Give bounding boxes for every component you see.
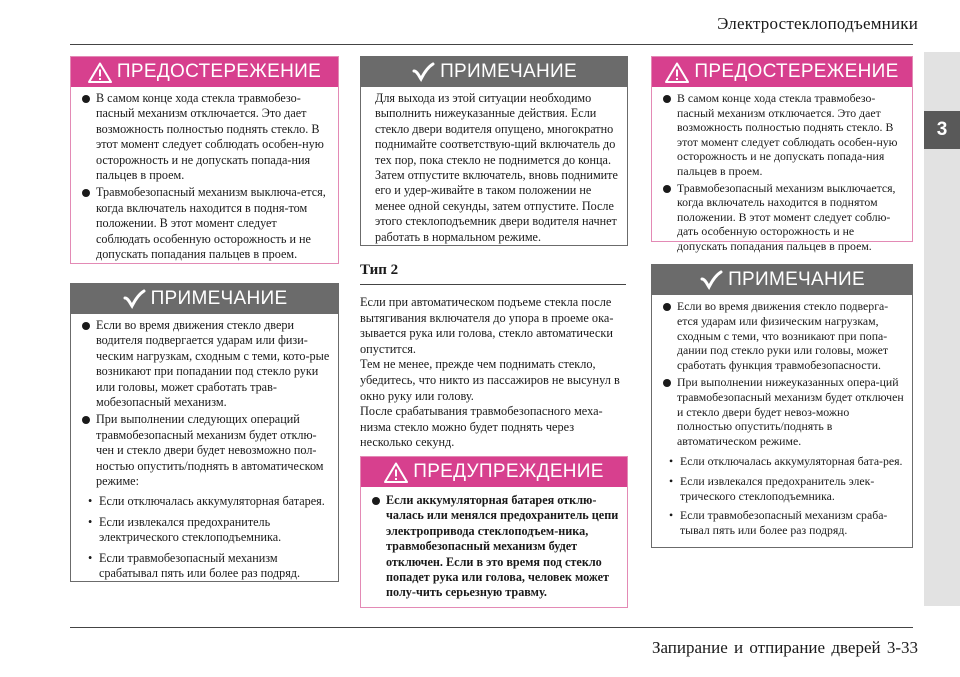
- note-text: Для выхода из этой ситуации необходимо выполнить нижеуказанные действия. Если стекло двери водителя опущено, многократно поднимайте соответствую-щий включатель до тех пор, пока стекло не поднимется до конца. Затем отпустите включатель, вновь поднимите его и удер-живайте в таком положении не менее одной секунды, затем отпустите. После этого стеклоподъемник двери водителя начнет работать в нормальном режиме.: [375, 91, 618, 244]
- note-subitem: • Если отключалась аккумуляторная батарея.: [81, 494, 330, 509]
- caution-box: [360, 456, 628, 608]
- footer-rule: [70, 627, 913, 628]
- note-subitem: • Если отключалась аккумуляторная бата-рея.: [662, 454, 904, 469]
- page-header-title: Электростеклоподъемники: [717, 14, 918, 33]
- chapter-tab[interactable]: 3: [924, 111, 960, 149]
- warning-box: [70, 56, 339, 264]
- note-item: При выполнении следующих операций травмобезопасный механизм будет отклю-чен и стекло двери будет невозможно пол-ностью опустить/поднять в автоматическом режиме:: [81, 412, 330, 489]
- warning-triangle-icon: [88, 62, 112, 83]
- note-box: [651, 264, 913, 548]
- hand-note-icon: [411, 62, 435, 83]
- warning-item: В самом конце хода стекла травмобезо-пасный механизм отключается. Это дает возможность полностью поднять стекло. В этот момент следует соблюдать особен-ную осторожность и не допускать попада-ния пальцев в проем.: [81, 91, 330, 183]
- note-item: Если во время движения стекло двери водителя подвергается ударам или физи-ческим нагрузкам, сходным с теми, кото-рые возникают при попадании под стекло руки или головы, может сработать трав-мобезопасный механизм.: [81, 318, 330, 410]
- note-header: [71, 284, 338, 314]
- note-item: При выполнении нижеуказанных опера-ций травмобезопасный механизм будет отключен и стекло двери будет невоз-можно полностью опустить/поднять в автоматическом режиме.: [662, 375, 904, 449]
- warning-triangle-icon: [665, 62, 689, 83]
- warning-triangle-icon: [384, 462, 408, 483]
- note-item: Если во время движения стекло подверга-ется ударам или физическим нагрузкам, сходным с теми, что возникают при попа-дании под стекло руки или головы, может сработать функция травмобезопасности.: [662, 299, 904, 373]
- body-paragraph: Если при автоматическом подъеме стекла после вытягивания включателя до упора в проеме ока-зывается рука или голова, стекло автоматически опустится.: [360, 295, 614, 356]
- note-subitem: • Если травмобезопасный механизм сраба-тывал пять или более раз подряд.: [662, 508, 904, 538]
- caution-item: Если аккумуляторная батарея отклю-чалась или менялся предохранитель цепи электропривода стеклоподъем-ника, травмобезопасный механизм будет отключен. Если в это время под стекло попадет рука или голова, человек может полу-чить серьезную травму.: [371, 493, 619, 601]
- note-subitem: • Если травмобезопасный механизм срабатывал пять или более раз подряд.: [81, 551, 330, 582]
- note-header: [652, 265, 912, 295]
- warning-header: [652, 57, 912, 87]
- note-header: [361, 57, 627, 87]
- warning-item: Травмобезопасный механизм выключается, когда включатель находится в поднятом положении. В этот момент следует соблю-дать особенную осторожность и не допускать попадания пальцев в проем.: [662, 181, 904, 254]
- body-paragraph: Тем не менее, прежде чем поднимать стекло, убедитесь, что никто из пассажиров не высунул в окно руку или голову.: [360, 357, 620, 403]
- heading-rule: [360, 284, 626, 285]
- note-box: [360, 56, 628, 246]
- page-footer: Запирание и отпирание дверей 3-33: [651, 638, 918, 657]
- warning-item: В самом конце хода стекла травмобезо-пасный механизм отключается. Это дает возможность полностью поднять стекло. В этот момент следует соблюдать особен-ную осторожность и не допускать попада-ния пальцев в проем.: [662, 91, 904, 179]
- section-heading: Тип 2: [360, 262, 399, 278]
- header-rule: [70, 44, 913, 45]
- note-box: [70, 283, 339, 582]
- warning-title: ПРЕДОСТЕРЕЖЕНИЕ: [116, 61, 322, 83]
- body-paragraph: После срабатывания травмобезопасного меха-низма стекло можно будет поднять через несколько секунд.: [360, 404, 603, 450]
- warning-item: Травмобезопасный механизм выключа-ется, когда включатель находится в подня-том положении. В этот момент следует соблюдать особенную осторожность и не допускать попадания пальцев в проем.: [81, 185, 330, 262]
- note-subitem: • Если извлекался предохранитель электрического стеклоподъемника.: [81, 515, 330, 546]
- hand-note-icon: [699, 270, 723, 291]
- caution-title: ПРЕДУПРЕЖДЕНИЕ: [413, 461, 604, 483]
- note-title: ПРИМЕЧАНИЕ: [440, 61, 577, 83]
- note-title: ПРИМЕЧАНИЕ: [150, 288, 288, 310]
- note-title: ПРИМЕЧАНИЕ: [728, 269, 865, 291]
- body-text: [360, 295, 628, 451]
- caution-header: [361, 457, 627, 487]
- warning-box: [651, 56, 913, 253]
- warning-header: [71, 57, 338, 87]
- warning-title: ПРЕДОСТЕРЕЖЕНИЕ: [694, 61, 899, 83]
- hand-note-icon: [122, 289, 146, 310]
- note-subitem: • Если извлекался предохранитель элек-трического стеклоподъемника.: [662, 474, 904, 504]
